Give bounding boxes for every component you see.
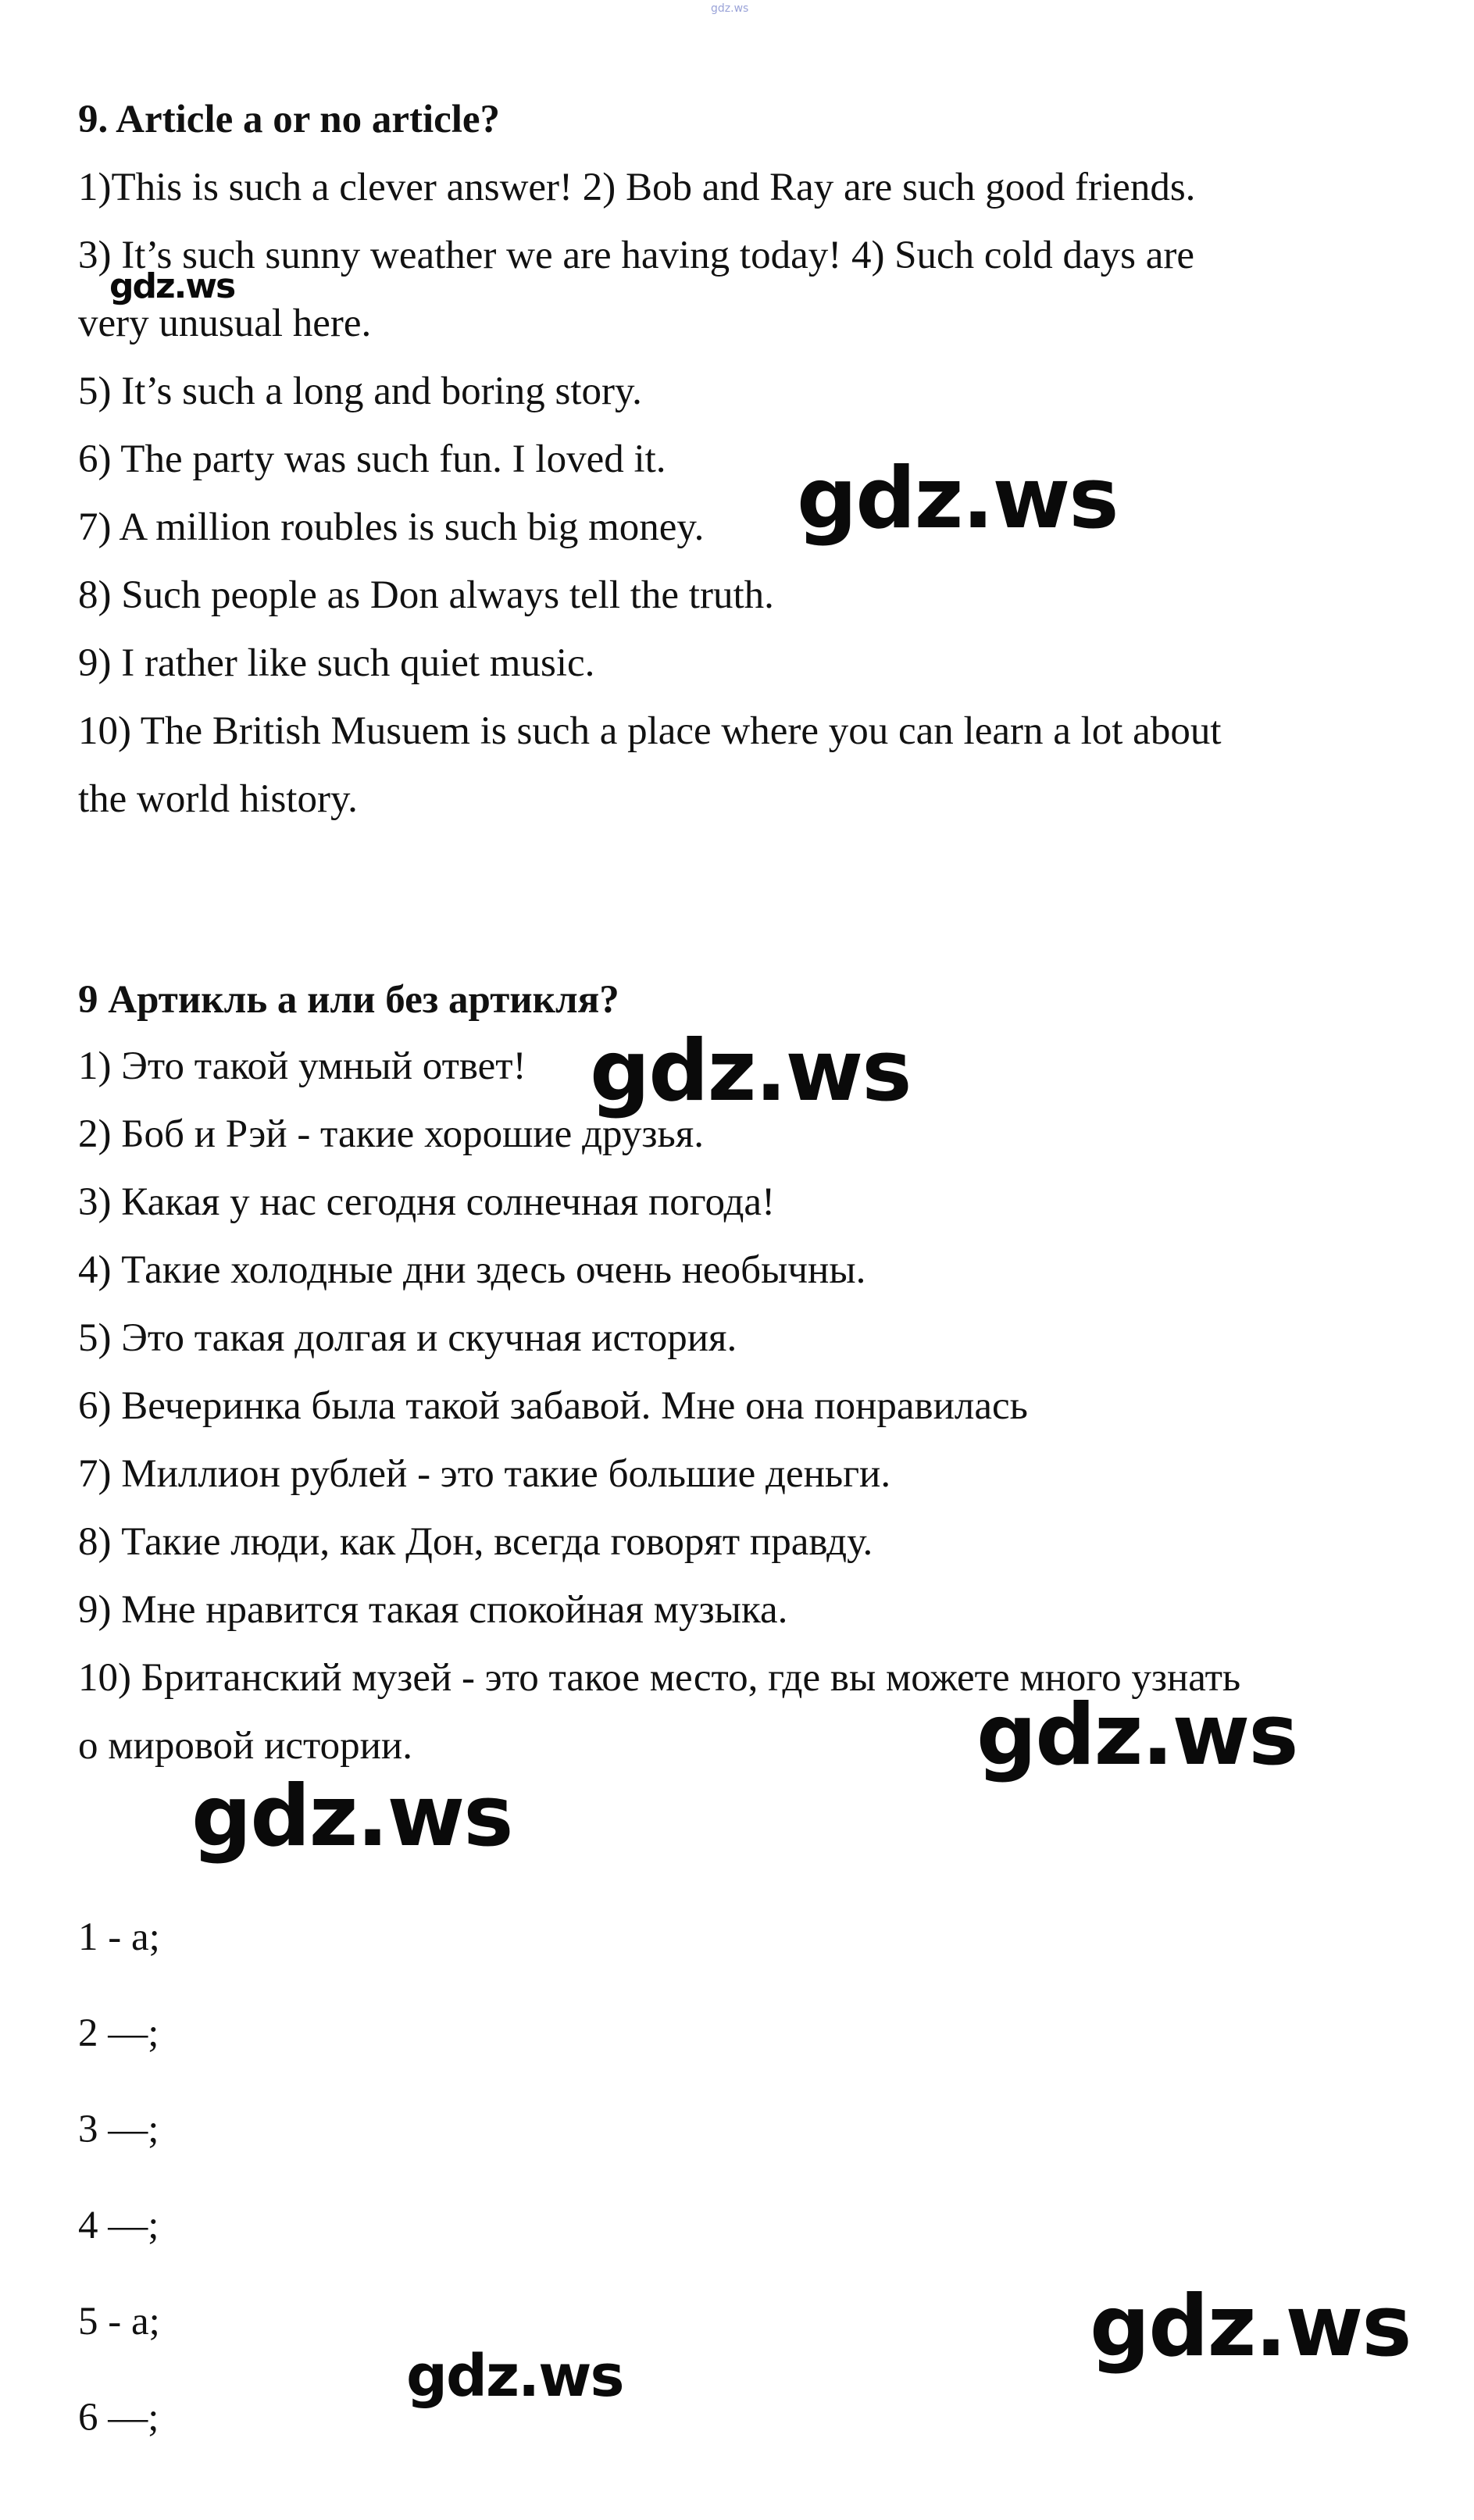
english-line: 1)This is such a clever answer! 2) Bob and Ray are such good friends. bbox=[78, 166, 1196, 209]
russian-line: 5) Это такая долгая и скучная история. bbox=[78, 1316, 737, 1360]
watermark: gdz.ws bbox=[976, 1687, 1297, 1784]
english-heading: 9. Article a or no article? bbox=[78, 98, 501, 141]
russian-line: 7) Миллион рублей - это такие большие деньги. bbox=[78, 1452, 891, 1496]
english-line: 6) The party was such fun. I loved it. bbox=[78, 437, 666, 481]
russian-line: о мировой истории. bbox=[78, 1724, 412, 1768]
watermark: gdz.ws bbox=[797, 450, 1118, 548]
russian-line: 9) Мне нравится такая спокойная музыка. bbox=[78, 1588, 788, 1632]
russian-heading: 9 Артикль a или без артикля? bbox=[78, 978, 619, 1022]
watermark: gdz.ws bbox=[590, 1023, 911, 1120]
watermark: gdz.ws bbox=[1090, 2278, 1411, 2375]
russian-line: 2) Боб и Рэй - такие хорошие друзья. bbox=[78, 1112, 704, 1156]
english-line: 8) Such people as Don always tell the truth. bbox=[78, 573, 774, 617]
russian-line: 4) Такие холодные дни здесь очень необычны. bbox=[78, 1248, 866, 1292]
answer-item: 6 —; bbox=[78, 2396, 159, 2440]
russian-line: 1) Это такой умный ответ! bbox=[78, 1044, 526, 1088]
answer-item: 3 —; bbox=[78, 2108, 159, 2151]
russian-line: 3) Какая у нас сегодня солнечная погода! bbox=[78, 1180, 776, 1224]
watermark: gdz.ws bbox=[109, 266, 235, 306]
answer-item: 5 - a; bbox=[78, 2300, 160, 2343]
russian-line: 8) Такие люди, как Дон, всегда говорят правду. bbox=[78, 1520, 873, 1564]
english-line: 3) It’s such sunny weather we are having today! 4) Such cold days are bbox=[78, 234, 1194, 277]
english-line: 7) A million roubles is such big money. bbox=[78, 505, 705, 549]
english-line: 10) The British Musuem is such a place where you can learn a lot about bbox=[78, 709, 1222, 753]
watermark: gdz.ws bbox=[406, 2343, 623, 2410]
english-line: very unusual here. bbox=[78, 302, 372, 345]
watermark-top: gdz.ws bbox=[711, 2, 749, 15]
english-line: the world history. bbox=[78, 777, 358, 821]
english-line: 9) I rather like such quiet music. bbox=[78, 641, 595, 685]
answer-item: 2 —; bbox=[78, 2011, 159, 2055]
english-line: 5) It’s such a long and boring story. bbox=[78, 369, 642, 413]
russian-line: 10) Британский музей - это такое место, где вы можете много узнать bbox=[78, 1656, 1241, 1700]
russian-line: 6) Вечеринка была такой забавой. Мне она понравилась bbox=[78, 1384, 1028, 1428]
watermark: gdz.ws bbox=[191, 1768, 512, 1865]
answer-item: 4 —; bbox=[78, 2204, 159, 2247]
answer-item: 1 - a; bbox=[78, 1915, 160, 1959]
